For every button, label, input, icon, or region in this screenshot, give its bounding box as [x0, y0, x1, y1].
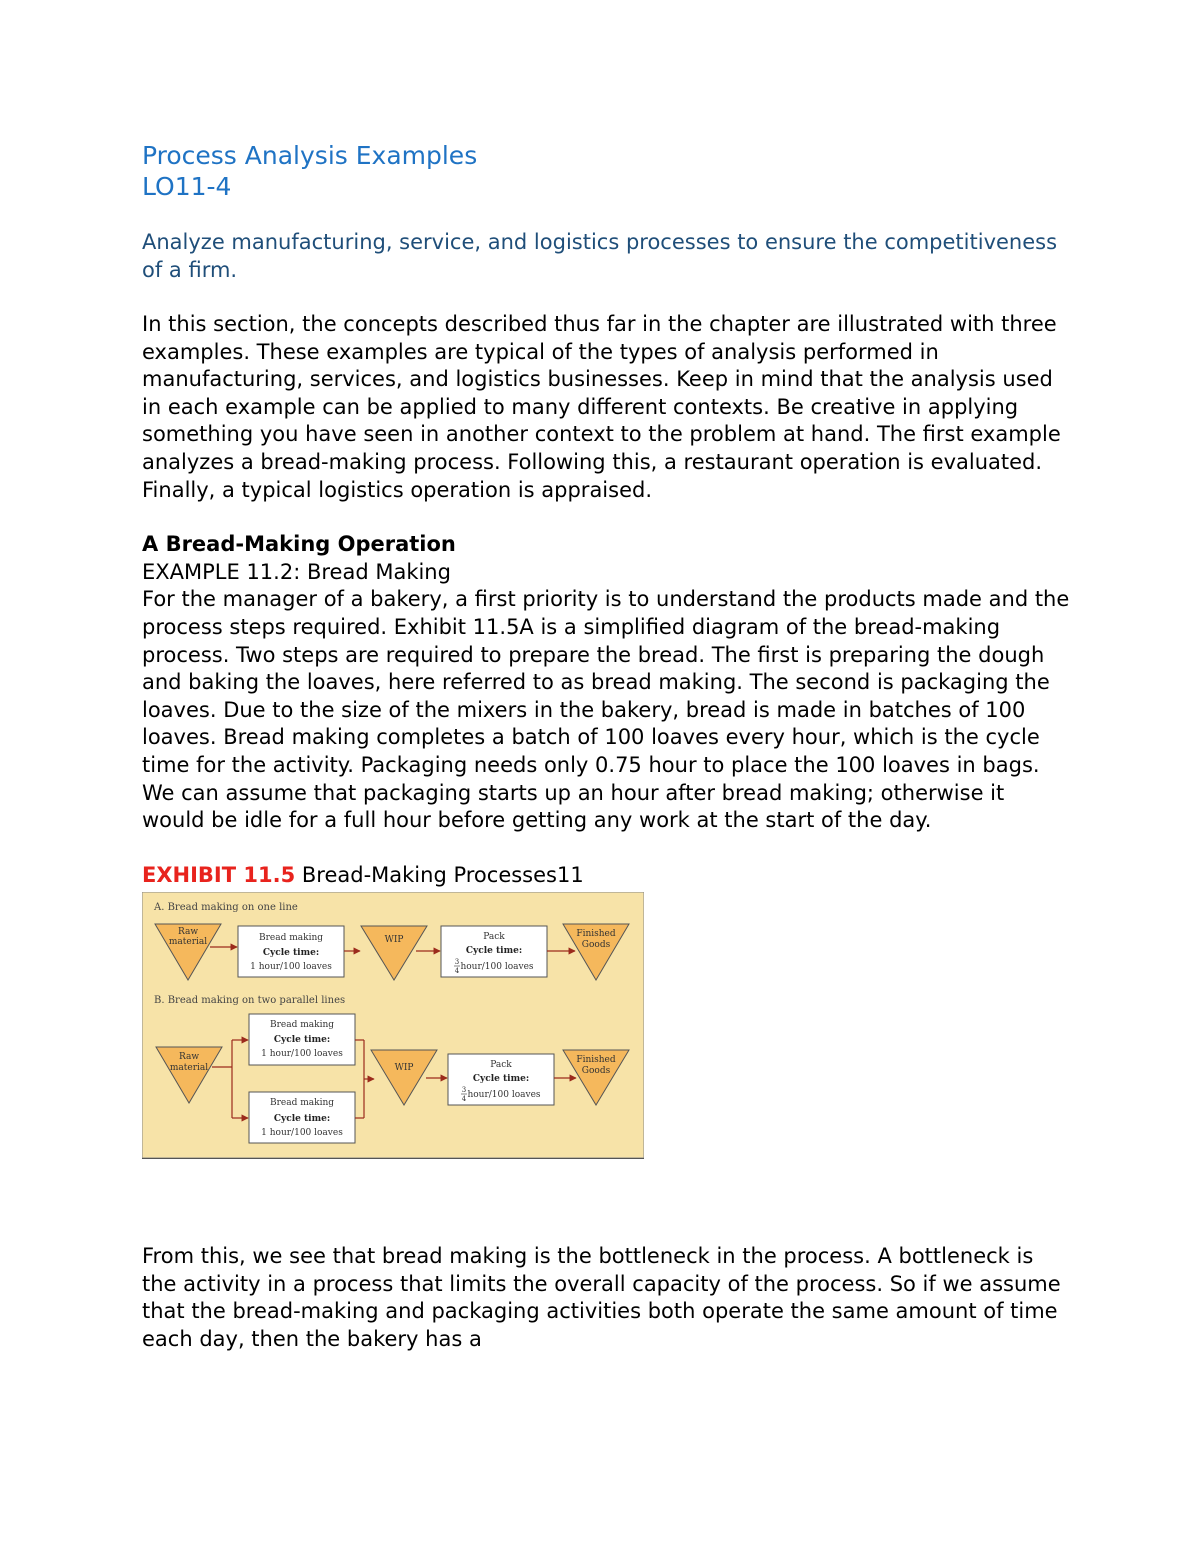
finished-label-a-1: Finished	[576, 929, 616, 940]
fraction-num-b: 3	[461, 1086, 467, 1095]
exhibit-label: EXHIBIT 11.5	[142, 862, 296, 887]
document-body	[142, 140, 1072, 1354]
bread-rate-b1: 1 hour/100 loaves	[261, 1049, 343, 1060]
title-text: Process Analysis Examples	[142, 141, 478, 170]
example-title: EXAMPLE 11.2: Bread Making	[142, 559, 451, 584]
learning-objective-text: Analyze manufacturing, service, and logistics processes to ensure the competitiveness of a firm.	[142, 230, 1058, 282]
pack-rate-a: hour/100 loaves	[460, 962, 534, 973]
panel-b-title: B. Bread making on two parallel lines	[154, 995, 346, 1007]
raw-label-a-2: material	[168, 937, 208, 948]
bread-making-label-b2: Bread making	[269, 1098, 335, 1109]
intro-paragraph: In this section, the concepts described thus far in the chapter are illustrated with three examples. These examples are typical of the types of analysis performed in manufacturing, services, and logistics businesses. Keep in mind that the analysis used in each example can be applied to many different contexts. Be creative in applying something you have seen in another context to the problem at hand. The first example analyzes a bread-making process. Following this, a restaurant operation is evaluated. Finally, a typical logistics operation is appraised.	[142, 312, 1061, 502]
bread-making-label-b1: Bread making	[269, 1020, 335, 1031]
exhibit-caption	[142, 862, 1072, 890]
bottleneck-paragraph: From this, we see that bread making is the bottleneck in the process. A bottleneck is the activity in a process that limits the overall capacity of the process. So if we assume that the bread-making and packaging activities both operate the same amount of time each day, then the bakery has a	[142, 1244, 1061, 1352]
raw-label-a-1: Raw	[177, 927, 199, 938]
pack-rate-b: hour/100 loaves	[467, 1090, 541, 1101]
bread-making-label-a: Bread making	[258, 933, 324, 944]
finished-label-b-1: Finished	[576, 1055, 616, 1066]
pack-label-b: Pack	[490, 1060, 512, 1071]
fraction-den-b: 4	[461, 1095, 467, 1104]
example-paragraph: For the manager of a bakery, a first priority is to understand the products made and the process steps required. Exhibit 11.5A is a simplified diagram of the bread-making process. Two steps are required to prepare the bread. The first is preparing the dough and baking the loaves, here referred to as bread making. The second is packaging the loaves. Due to the size of the mixers in the bakery, bread is made in batches of 100 loaves. Bread making completes a batch of 100 loaves every hour, which is the cycle time for the activity. Packaging needs only 0.75 hour to place the 100 loaves in bags. We can assume that packaging starts up an hour after bread making; otherwise it would be idle for a full hour before getting any work at the start of the day.	[142, 587, 1070, 833]
wip-label-a: WIP	[384, 935, 404, 946]
finished-label-b-2: Goods	[581, 1066, 611, 1077]
bread-rate-b2: 1 hour/100 loaves	[261, 1128, 343, 1139]
wip-label-b: WIP	[394, 1063, 414, 1074]
exhibit-title: Bread-Making Processes11	[295, 862, 584, 887]
cycle-time-label-a1: Cycle time:	[262, 948, 320, 959]
raw-label-b-2: material	[169, 1063, 209, 1074]
cycle-time-label-b1: Cycle time:	[273, 1035, 331, 1046]
fraction-den-a: 4	[454, 967, 460, 976]
bread-rate-a: 1 hour/100 loaves	[250, 962, 332, 973]
cycle-time-label-b2: Cycle time:	[273, 1114, 331, 1125]
cycle-time-label-a2: Cycle time:	[465, 946, 523, 957]
raw-label-b-1: Raw	[178, 1052, 200, 1063]
pack-label-a: Pack	[483, 932, 505, 943]
fraction-num-a: 3	[454, 958, 460, 967]
page-title	[142, 140, 1072, 202]
finished-label-a-2: Goods	[581, 940, 611, 951]
cycle-time-label-b3: Cycle time:	[472, 1074, 530, 1085]
bread-process-diagram	[142, 892, 644, 1159]
section-heading: A Bread-Making Operation	[142, 532, 456, 557]
learning-objective-code: LO11-4	[142, 172, 232, 201]
panel-a-title: A. Bread making on one line	[154, 902, 298, 914]
